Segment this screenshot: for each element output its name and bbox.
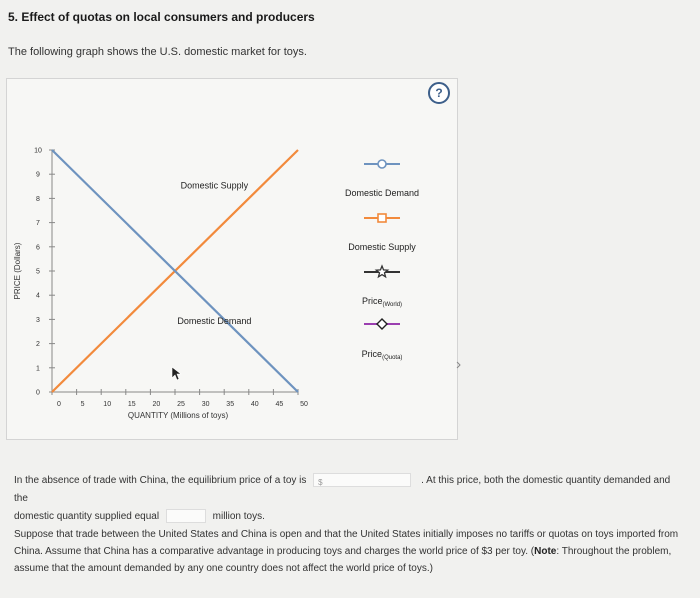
x-axis-title: QUANTITY (Millions of toys)	[127, 411, 229, 420]
curve-labels-group	[177, 181, 251, 327]
legend-circle-marker-icon	[378, 160, 386, 168]
x-tick-label: 10	[103, 401, 112, 408]
question-text-1: In the absence of trade with China, the equilibrium price of a toy is	[14, 475, 307, 486]
equilibrium-price-input[interactable]	[313, 473, 411, 487]
x-tick-label: 20	[152, 401, 161, 408]
y-tick-label: 7	[36, 220, 40, 228]
x-tick-label: 35	[226, 401, 235, 408]
dollar-sign: $	[318, 478, 323, 488]
legend-diamond-marker-icon	[377, 319, 387, 329]
help-button[interactable]: ?	[428, 82, 450, 104]
page-title: 5. Effect of quotas on local consumers and producers	[8, 10, 315, 24]
x-tick-label: 30	[201, 401, 210, 408]
y-tick-label: 4	[36, 292, 40, 300]
x-tick-label-zero: 0	[57, 401, 61, 408]
legend-star-marker-icon	[376, 266, 387, 277]
x-tick-label: 25	[177, 401, 185, 408]
question-text-3: domestic quantity supplied equal	[14, 511, 160, 522]
y-axis-title: PRICE (Dollars)	[13, 242, 22, 300]
x-tick-label: 45	[275, 401, 284, 408]
x-tick-label: 5	[80, 401, 85, 408]
scenario-paragraph	[14, 526, 684, 577]
legend-price-world-label: Price$_{(World)}$	[361, 296, 403, 308]
scenario-text-2: : Throughout the problem, assume that the amount demanded by any one country does not affect the world price of toys.)	[14, 546, 672, 574]
domestic-demand-curve-label: Domestic Demand	[177, 316, 252, 327]
y-tick-label: 0	[36, 389, 40, 397]
series-group	[52, 150, 298, 392]
note-label: Note	[534, 546, 557, 557]
y-tick-label: 1	[36, 365, 40, 373]
domestic-supply-curve-label: Domestic Supply	[180, 180, 249, 191]
y-tick-label: 6	[36, 244, 40, 252]
x-tick-label: 40	[250, 401, 259, 408]
question-text-4: million toys.	[212, 511, 265, 522]
legend	[345, 160, 419, 361]
chevron-right-icon	[457, 362, 460, 368]
y-tick-label: 3	[36, 316, 40, 324]
equilibrium-quantity-input[interactable]	[166, 509, 206, 523]
scenario-text-1: Suppose that trade between the United States and China is open and that the United States initially imposes no tariffs or quotas on toys imported from China. Assume that China has a comparative advantage in producing toys and charges the world price of $3 per toy. (	[14, 529, 679, 557]
legend-price-quota-label: Price$_{(Quota)}$	[361, 349, 403, 361]
y-tick-label: 10	[34, 147, 42, 155]
y-tick-label: 5	[36, 268, 40, 276]
y-tick-label: 8	[36, 195, 40, 203]
legend-domestic-demand-label: Domestic Demand	[344, 188, 420, 198]
question-text-2: . At this price, both the domestic quantity demanded and the	[14, 475, 671, 504]
question-paragraph	[14, 472, 684, 526]
x-tick-label: 15	[127, 401, 136, 408]
legend-domestic-supply-label: Domestic Supply	[348, 242, 416, 252]
y-tick-label: 2	[36, 341, 40, 349]
y-tick-label: 9	[36, 171, 40, 179]
mouse-cursor-icon	[172, 367, 181, 380]
x-tick-label: 50	[300, 401, 308, 408]
legend-square-marker-icon	[378, 214, 386, 222]
intro-text: The following graph shows the U.S. domestic market for toys.	[8, 46, 307, 58]
